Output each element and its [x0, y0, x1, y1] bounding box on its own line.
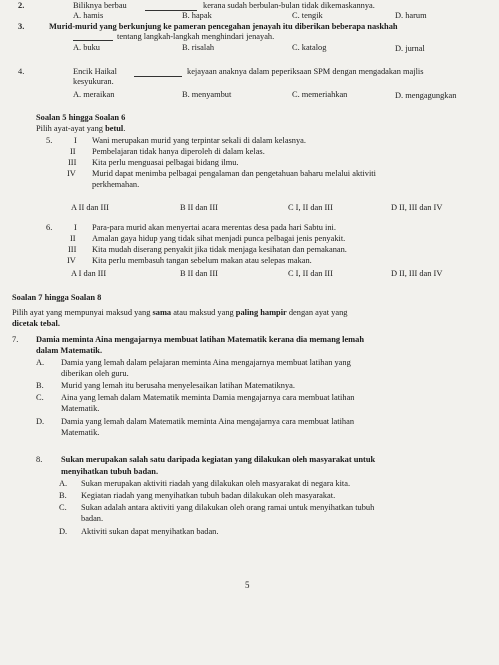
option-text: Kegiatan riadah yang menyihatkan tubuh badan dilakukan oleh masyarakat.: [81, 491, 336, 500]
question-stem: Murid-murid yang berkunjung ke pameran pencegahan jenayah itu diberikan beberapa naskhah: [49, 22, 398, 31]
question-stem: kerana sudah berbulan-bulan tidak dikemaskannya.: [203, 1, 375, 10]
statement-text: Kita mudah diserang penyakit jika tidak menjaga kesihatan dan pemakanan.: [92, 245, 347, 254]
statement-continued: perkhemahan.: [92, 180, 140, 189]
question-stem: kejayaan anaknya dalam peperiksaan SPM dengan mengadakan majlis: [187, 67, 424, 76]
option-text: Murid yang lemah itu berusaha menyelesaikan latihan Matematiknya.: [61, 381, 295, 390]
option-text-continued: Matematik.: [61, 428, 100, 437]
question-stem-continued: kesyukuran.: [73, 77, 114, 86]
option-text-continued: diberikan oleh guru.: [61, 369, 129, 378]
option-b: B. risalah: [182, 43, 215, 52]
section-title: Soalan 7 hingga Soalan 8: [12, 293, 102, 302]
option-b: B II dan III: [180, 269, 218, 278]
question-number: 8.: [36, 455, 43, 464]
option-a: A. meraikan: [73, 90, 115, 99]
question-number: 5.: [46, 136, 53, 145]
statement-text: Kita perlu membasuh tangan sebelum makan atau selepas makan.: [92, 256, 312, 265]
option-b: B. hapak: [182, 11, 212, 20]
option-letter: B.: [59, 491, 67, 500]
option-text: Aktiviti sukan dapat menyihatkan badan.: [81, 527, 219, 536]
option-c: C I, II dan III: [288, 203, 333, 212]
question-stem: Biliknya berbau: [73, 1, 127, 10]
option-letter: C.: [59, 503, 67, 512]
option-b: B II dan III: [180, 203, 218, 212]
option-a: A II dan III: [71, 203, 109, 212]
option-letter: A.: [59, 479, 68, 488]
question-stem-continued: menyihatkan tubuh badan.: [61, 467, 159, 476]
question-number: 7.: [12, 335, 19, 344]
statement-text: Wani merupakan murid yang terpintar sekali di dalam kelasnya.: [92, 136, 306, 145]
question-stem: Damia meminta Aina mengajarnya membuat latihan Matematik kerana dia memang lemah: [36, 335, 365, 344]
section-instruction: Pilih ayat yang mempunyai maksud yang sama atau maksud yang paling hampir dengan ayat yang: [12, 308, 348, 317]
option-d: D. jurnal: [395, 44, 425, 53]
section-title: Soalan 5 hingga Soalan 6: [36, 113, 126, 122]
statement-text: Amalan gaya hidup yang tidak sihat menjadi punca pelbagai jenis penyakit.: [92, 234, 346, 243]
question-number: 4.: [18, 67, 25, 76]
option-letter: D.: [59, 527, 68, 536]
statement-text: Pembelajaran tidak hanya diperoleh di dalam kelas.: [92, 147, 265, 156]
roman-numeral: I: [74, 136, 77, 145]
option-d: D. mengagungkan: [395, 91, 457, 100]
page-number: 5: [245, 580, 250, 590]
question-stem: tentang langkah-langkah menghindari jenayah.: [117, 32, 275, 41]
option-text: Sukan adalah antara aktiviti yang dilakukan oleh orang ramai untuk menyihatkan tubuh: [81, 503, 375, 512]
option-c: C. katalog: [292, 43, 327, 52]
roman-numeral: II: [70, 147, 76, 156]
answer-blank: [134, 68, 182, 77]
roman-numeral: III: [68, 158, 77, 167]
option-text: Damia yang lemah dalam pelajaran meminta Aina mengajarnya membuat latihan yang: [61, 358, 351, 367]
roman-numeral: III: [68, 245, 77, 254]
option-a: A. buku: [73, 43, 100, 52]
option-text: Damia yang lemah dalam Matematik meminta Aina mengajarnya cara membuat latihan: [61, 417, 355, 426]
option-c: C I, II dan III: [288, 269, 333, 278]
option-text-continued: Matematik.: [61, 404, 100, 413]
option-b: B. menyambut: [182, 90, 232, 99]
statement-text: Para-para murid akan menyertai acara merentas desa pada hari Sabtu ini.: [92, 223, 336, 232]
section-instruction-continued: dicetak tebal.: [12, 319, 60, 328]
question-number: 6.: [46, 223, 53, 232]
option-text: Sukan merupakan aktiviti riadah yang dilakukan oleh masyarakat di negara kita.: [81, 479, 351, 488]
question-number: 3.: [18, 22, 25, 31]
option-d: D. harum: [395, 11, 427, 20]
question-stem: Encik Haikal: [73, 67, 117, 76]
option-text-continued: badan.: [81, 514, 104, 523]
option-a: A I dan III: [71, 269, 107, 278]
option-c: C. memeriahkan: [292, 90, 348, 99]
roman-numeral: IV: [67, 169, 76, 178]
roman-numeral: II: [70, 234, 76, 243]
option-c: C. tengik: [292, 11, 323, 20]
roman-numeral: I: [74, 223, 77, 232]
section-instruction: Pilih ayat-ayat yang betul.: [36, 124, 126, 133]
option-letter: A.: [36, 358, 45, 367]
question-stem-continued: dalam Matematik.: [36, 346, 103, 355]
option-d: D II, III dan IV: [391, 269, 443, 278]
answer-blank: [145, 2, 197, 11]
answer-blank: [73, 32, 113, 41]
option-letter: C.: [36, 393, 44, 402]
option-d: D II, III dan IV: [391, 203, 443, 212]
option-letter: B.: [36, 381, 44, 390]
statement-text: Murid dapat menimba pelbagai pengalaman dan pengetahuan baharu melalui aktiviti: [92, 169, 376, 178]
question-stem: Sukan merupakan salah satu daripada kegiatan yang dilakukan oleh masyarakat untuk: [61, 455, 376, 464]
roman-numeral: IV: [67, 256, 76, 265]
option-text: Aina yang lemah dalam Matematik meminta Damia mengajarnya cara membuat latihan: [61, 393, 355, 402]
option-a: A. hamis: [73, 11, 104, 20]
option-letter: D.: [36, 417, 45, 426]
statement-text: Kita perlu menguasai pelbagai bidang ilmu.: [92, 158, 239, 167]
question-number: 2.: [18, 1, 25, 10]
